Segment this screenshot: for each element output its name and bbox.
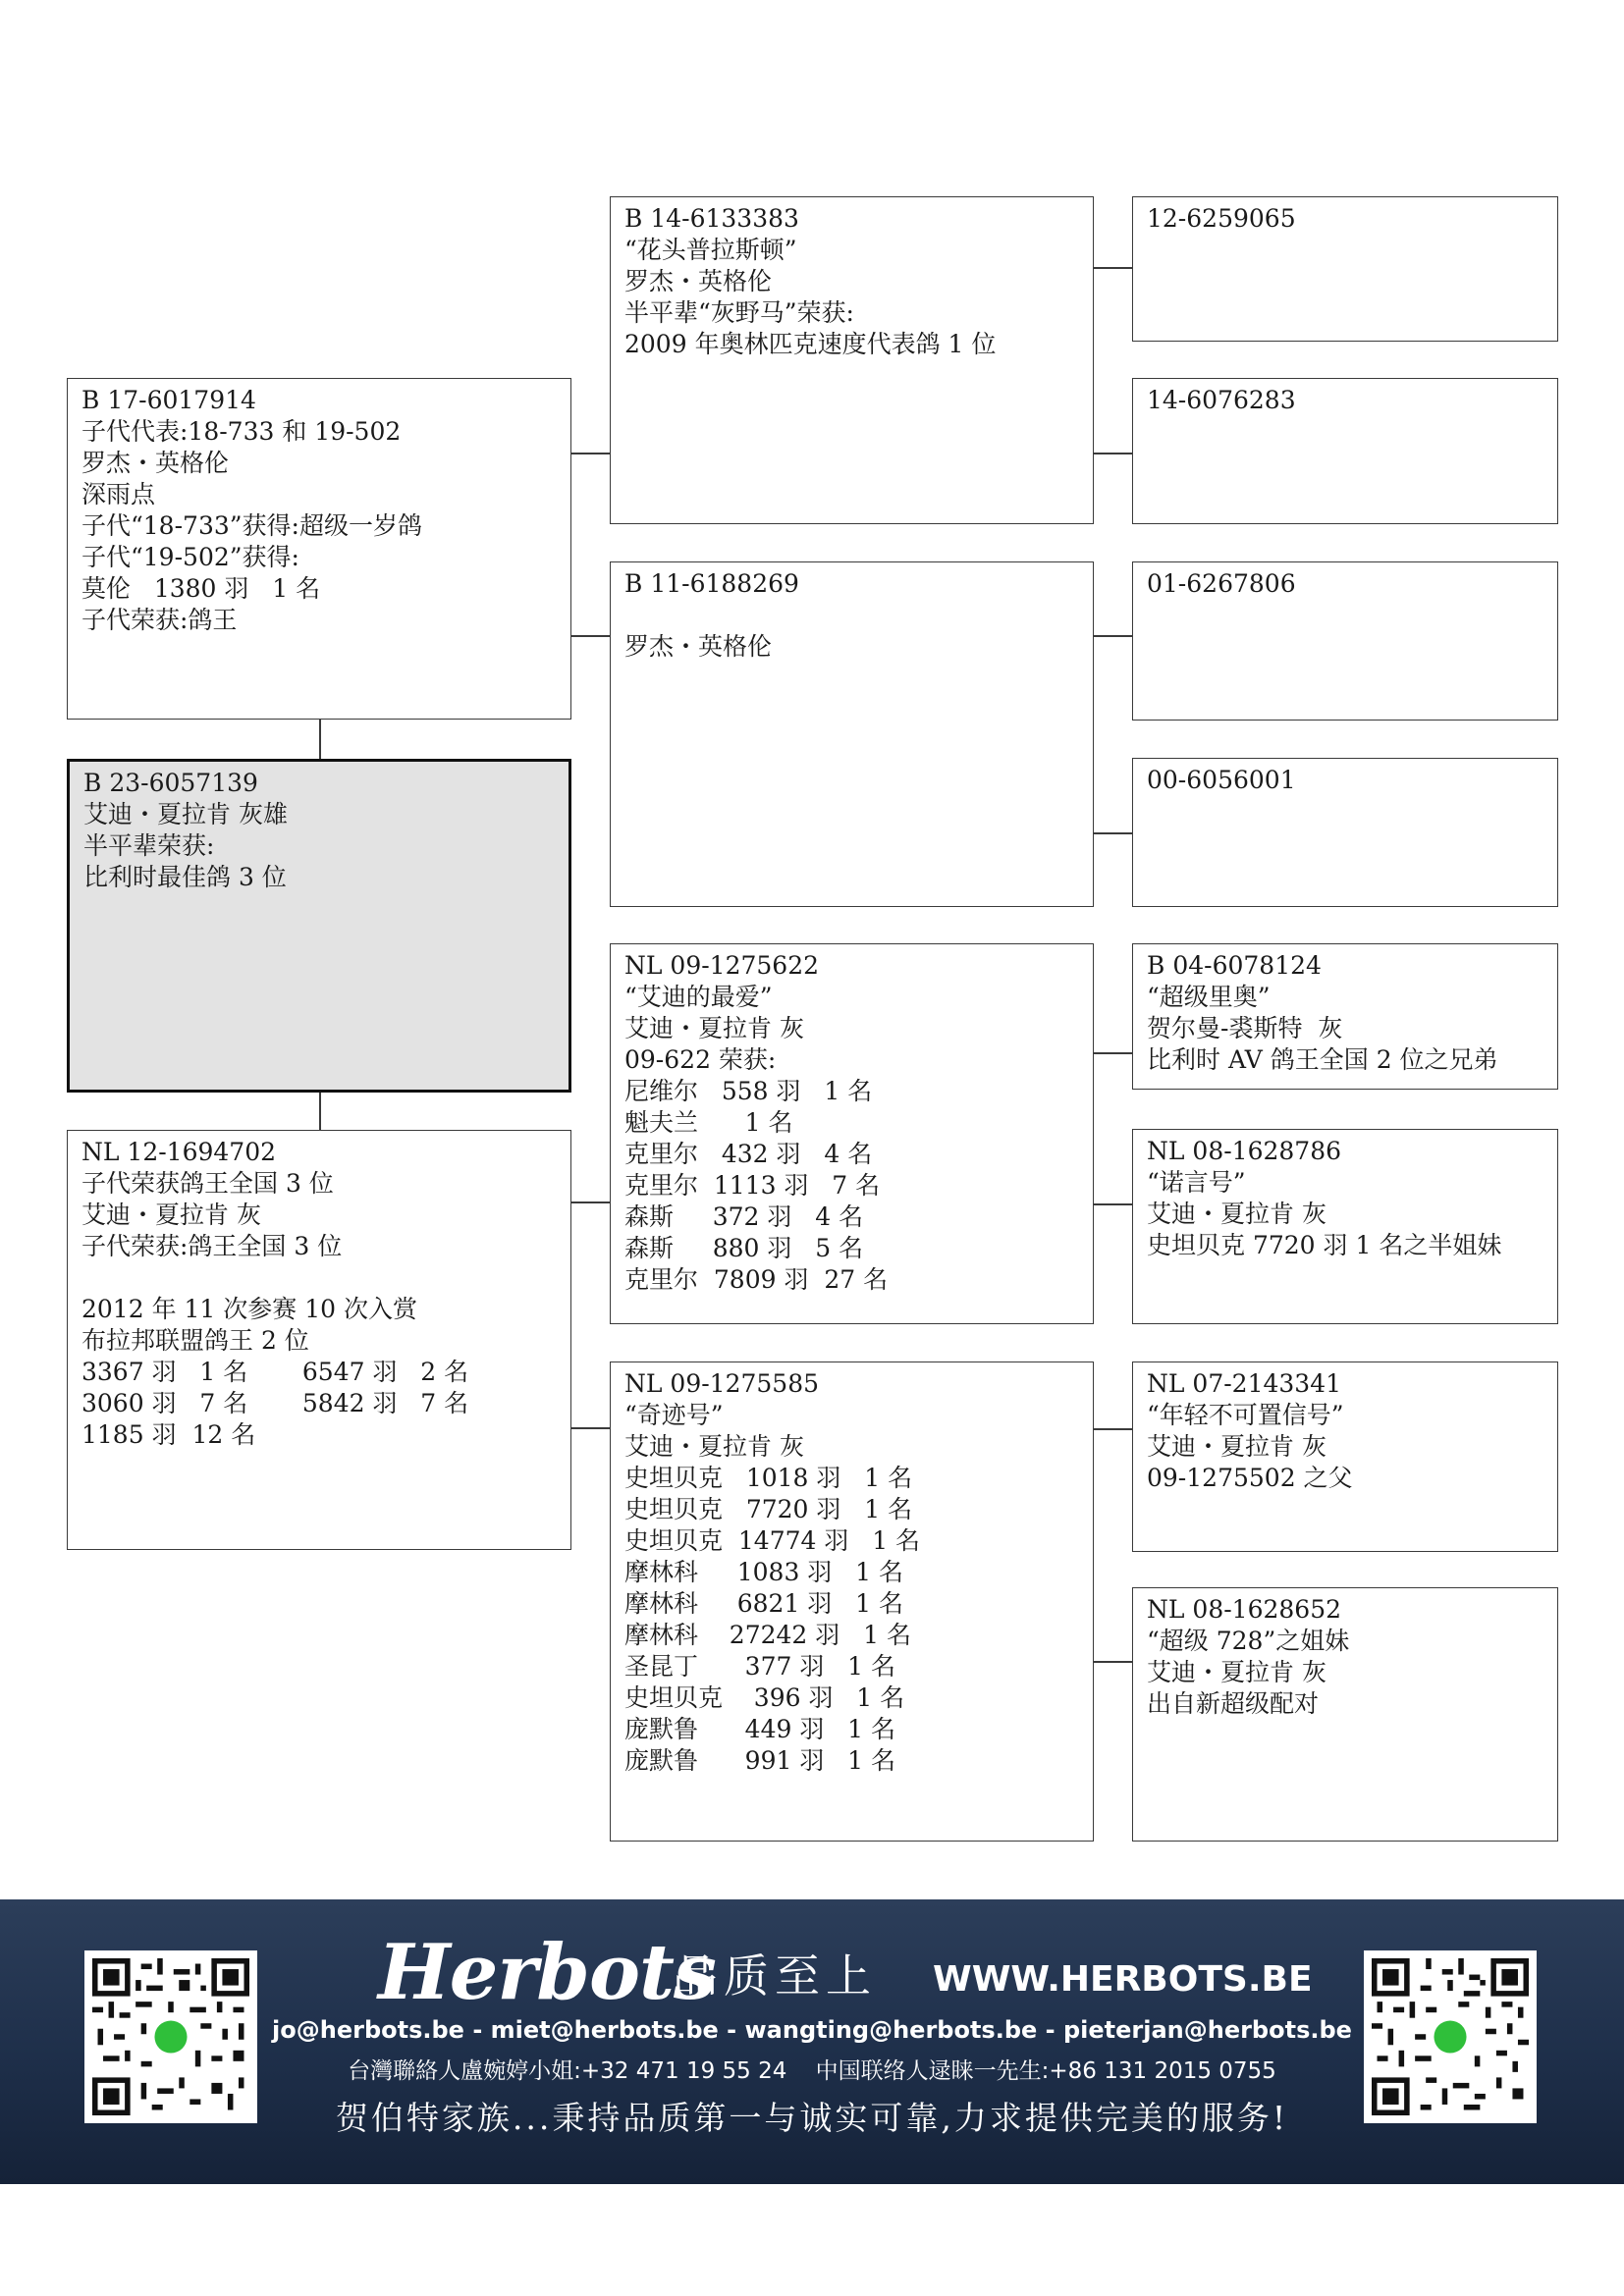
pedigree-text-line: 罗杰・英格伦: [624, 632, 773, 661]
ring-number: 01-6267806: [1147, 569, 1296, 598]
pedigree-text-line: 子代荣获:鸽王: [81, 606, 238, 634]
pedigree-text-line: “诺言号”: [1147, 1168, 1246, 1197]
pedigree-text-line: 3367 羽 1 名 6547 羽 2 名: [81, 1358, 469, 1386]
pedigree-text-line: 庞默鲁 991 羽 1 名: [624, 1746, 896, 1775]
pedigree-box-ggp-1: [1132, 196, 1558, 342]
pedigree-text-line: 森斯 880 羽 5 名: [624, 1234, 864, 1262]
pedigree-box-ggp-7: [1132, 1362, 1558, 1552]
connector-line: [1094, 1203, 1132, 1205]
pedigree-text-line: [81, 1262, 557, 1294]
ring-number: NL 12-1694702: [81, 1138, 277, 1166]
qr-pattern: [92, 1958, 249, 2115]
contact-emails[interactable]: jo@herbots.be - miet@herbots.be - wangting@herbots.be - pieterjan@herbots.be: [272, 2016, 1352, 2044]
pedigree-text-line: 魁夫兰 1 名: [624, 1108, 793, 1137]
connector-line: [571, 1201, 610, 1203]
connector-line: [319, 720, 321, 759]
pedigree-box-subject: [67, 759, 571, 1093]
pedigree-text-line: “超级里奥”: [1147, 983, 1271, 1011]
pedigree-text-line: 子代荣获鸽王全国 3 位: [81, 1169, 334, 1198]
pedigree-text-line: 布拉邦联盟鸽王 2 位: [81, 1326, 309, 1355]
pedigree-text-line: [624, 600, 1079, 631]
pedigree-text-line: 1185 羽 12 名: [81, 1420, 256, 1449]
pedigree-box-sire: [67, 378, 571, 720]
ring-number: B 17-6017914: [81, 386, 256, 414]
pedigree-text-line: 09-1275502 之父: [1147, 1464, 1353, 1492]
pedigree-text-line: 艾迪・夏拉肯 灰: [1147, 1200, 1326, 1228]
pedigree-box-ggp-2: [1132, 378, 1558, 524]
connector-line: [1094, 1428, 1132, 1430]
contact-agents: 台灣聯絡人盧婉婷小姐:+32 471 19 55 24 中国联络人逯睐一先生:+86 131 2015 0755: [348, 2058, 1276, 2084]
connector-line: [1094, 1052, 1132, 1054]
ring-number: NL 07-2143341: [1147, 1369, 1342, 1398]
connector-line: [1094, 635, 1132, 637]
pedigree-text-line: 史坦贝克 1018 羽 1 名: [624, 1464, 913, 1492]
qr-pattern: [1372, 1958, 1529, 2115]
pedigree-text-line: 摩林科 6821 羽 1 名: [624, 1589, 903, 1618]
pedigree-text-line: 史坦贝克 396 羽 1 名: [624, 1683, 905, 1712]
pedigree-box-ggp-3: [1132, 561, 1558, 721]
pedigree-box-ggp-6: [1132, 1129, 1558, 1324]
pedigree-text-line: “艾迪的最爱”: [624, 983, 773, 1011]
pedigree-text-line: 圣昆丁 377 羽 1 名: [624, 1652, 896, 1681]
pedigree-box-dam-sire: [610, 943, 1094, 1324]
ring-number: NL 09-1275622: [624, 951, 820, 980]
ring-number: 12-6259065: [1147, 204, 1296, 233]
pedigree-text-line: 子代“19-502”获得:: [81, 543, 299, 571]
pedigree-text-line: “年轻不可置信号”: [1147, 1401, 1344, 1429]
website-link[interactable]: WWW.HERBOTS.BE: [933, 1959, 1313, 2000]
ring-number: NL 08-1628652: [1147, 1595, 1342, 1624]
pedigree-text-line: 史坦贝克 7720 羽 1 名: [624, 1495, 913, 1523]
ring-number: B 14-6133383: [624, 204, 799, 233]
footer-tagline: 贺伯特家族...秉持品质第一与诚实可靠,力求提供完美的服务!: [335, 2099, 1289, 2137]
connector-line: [319, 1093, 321, 1130]
connector-line: [571, 635, 610, 637]
line-icon: [154, 2020, 187, 2053]
pedigree-text-line: 09-622 荣获:: [624, 1045, 777, 1074]
pedigree-text-line: 克里尔 1113 羽 7 名: [624, 1171, 881, 1200]
qr-code-right[interactable]: [1364, 1950, 1537, 2123]
pedigree-text-line: “超级 728”之姐妹: [1147, 1627, 1350, 1655]
wechat-icon: [1434, 2020, 1466, 2053]
ring-number: 14-6076283: [1147, 386, 1296, 414]
pedigree-text-line: 子代“18-733”获得:超级一岁鸽: [81, 511, 422, 540]
pedigree-text-line: 尼维尔 558 羽 1 名: [624, 1077, 873, 1105]
brand-slogan: 品质至上: [673, 1949, 877, 2002]
pedigree-text-line: 摩林科 1083 羽 1 名: [624, 1558, 903, 1586]
pedigree-text-line: 克里尔 432 羽 4 名: [624, 1140, 873, 1168]
ring-number: B 23-6057139: [83, 769, 258, 797]
pedigree-text-line: 半平辈“灰野马”荣获:: [624, 298, 854, 327]
connector-line: [1094, 832, 1132, 834]
pedigree-text-line: 艾迪・夏拉肯 灰: [81, 1201, 261, 1229]
pedigree-box-dam-dam: [610, 1362, 1094, 1842]
pedigree-text-line: “奇迹号”: [624, 1401, 724, 1429]
pedigree-text-line: 克里尔 7809 羽 27 名: [624, 1265, 889, 1294]
pedigree-text-line: 比利时 AV 鸽王全国 2 位之兄弟: [1147, 1045, 1498, 1074]
pedigree-text-line: “花头普拉斯顿”: [624, 236, 797, 264]
pedigree-text-line: 罗杰・英格伦: [624, 267, 773, 295]
connector-line: [571, 1427, 610, 1429]
pedigree-box-dam: [67, 1130, 571, 1550]
pedigree-text-line: 比利时最佳鸽 3 位: [83, 863, 287, 891]
pedigree-text-line: 罗杰・英格伦: [81, 449, 230, 477]
connector-line: [1094, 267, 1132, 269]
ring-number: 00-6056001: [1147, 766, 1296, 794]
pedigree-text-line: 2009 年奥林匹克速度代表鸽 1 位: [624, 330, 997, 358]
ring-number: B 11-6188269: [624, 569, 799, 598]
connector-line: [571, 453, 610, 454]
connector-line: [1094, 1661, 1132, 1663]
pedigree-text-line: 深雨点: [81, 480, 156, 508]
pedigree-text-line: 艾迪・夏拉肯 灰雄: [83, 800, 288, 828]
pedigree-text-line: 史坦贝克 7720 羽 1 名之半姐妹: [1147, 1231, 1502, 1259]
pedigree-text-line: 半平辈荣获:: [83, 831, 215, 860]
pedigree-text-line: 艾迪・夏拉肯 灰: [1147, 1658, 1326, 1686]
pedigree-text-line: 2012 年 11 次参赛 10 次入赏: [81, 1295, 417, 1323]
pedigree-text-line: 史坦贝克 14774 羽 1 名: [624, 1526, 921, 1555]
pedigree-text-line: 森斯 372 羽 4 名: [624, 1202, 864, 1231]
ring-number: NL 09-1275585: [624, 1369, 820, 1398]
pedigree-text-line: 出自新超级配对: [1147, 1689, 1320, 1718]
pedigree-text-line: 艾迪・夏拉肯 灰: [624, 1432, 804, 1461]
ring-number: NL 08-1628786: [1147, 1137, 1342, 1165]
pedigree-text-line: 3060 羽 7 名 5842 羽 7 名: [81, 1389, 469, 1417]
pedigree-box-ggp-5: [1132, 943, 1558, 1090]
pedigree-box-sire-sire: [610, 196, 1094, 524]
brand-row: [378, 1928, 1313, 2017]
pedigree-box-sire-dam: [610, 561, 1094, 907]
pedigree-text-line: 庞默鲁 449 羽 1 名: [624, 1715, 896, 1743]
pedigree-text-line: 摩林科 27242 羽 1 名: [624, 1621, 911, 1649]
pedigree-text-line: 艾迪・夏拉肯 灰: [624, 1014, 804, 1042]
pedigree-box-ggp-8: [1132, 1587, 1558, 1842]
pedigree-text-line: 莫伦 1380 羽 1 名: [81, 574, 321, 603]
pedigree-text-line: 子代荣获:鸽王全国 3 位: [81, 1232, 343, 1260]
ring-number: B 04-6078124: [1147, 951, 1322, 980]
pedigree-box-ggp-4: [1132, 758, 1558, 907]
pedigree-text-line: 艾迪・夏拉肯 灰: [1147, 1432, 1326, 1461]
brand-logo: Herbots: [378, 1928, 716, 2017]
footer-banner: [0, 1899, 1624, 2184]
connector-line: [1094, 453, 1132, 454]
pedigree-text-line: 子代代表:18-733 和 19-502: [81, 417, 402, 446]
qr-code-left[interactable]: [84, 1950, 257, 2123]
pedigree-text-line: 贺尔曼-裘斯特 灰: [1147, 1014, 1343, 1042]
